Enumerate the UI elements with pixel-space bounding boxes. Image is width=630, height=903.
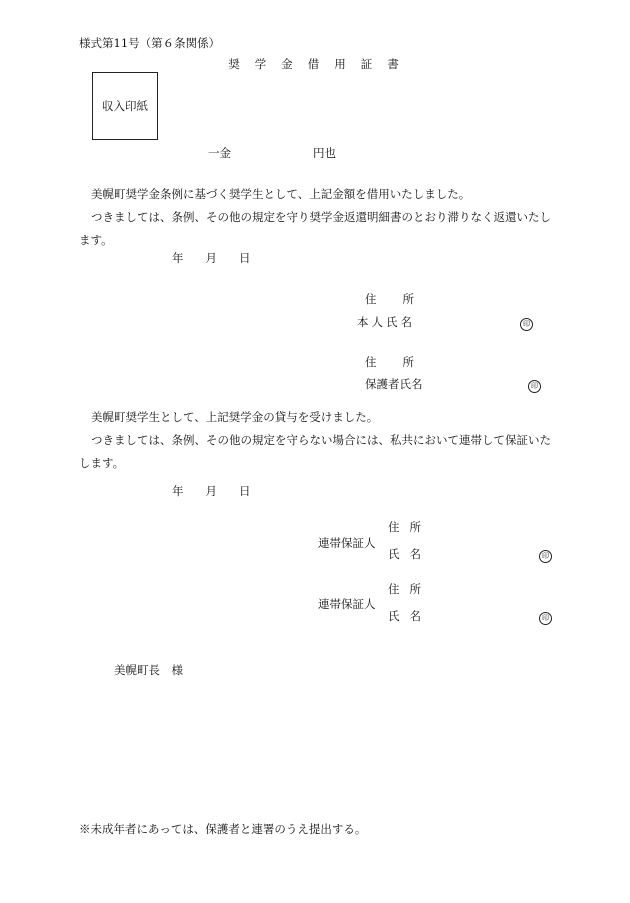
date-month: 月 (205, 484, 217, 498)
guarantor-name-label: 氏名 (388, 609, 431, 623)
borrower-paragraph-1: 美幌町奨学金条例に基づく奨学生として、上記金額を借用いたしました。 (91, 187, 471, 201)
seal-mark: 印 (539, 550, 552, 563)
guardian-name-label: 保護者氏名 (365, 377, 423, 391)
guarantor-role-label: 連帯保証人 (318, 536, 376, 550)
date-day: 日 (239, 251, 251, 265)
guarantor-paragraph-2: つきましては、条例、その他の規定を守らない場合には、私共において連帯して保証いたします。 (79, 433, 551, 470)
guarantor-name-label: 氏名 (388, 547, 431, 561)
borrower-date (172, 252, 251, 266)
date-month: 月 (205, 251, 217, 265)
guarantor-statement (79, 406, 556, 475)
date-year: 年 (172, 484, 184, 498)
date-day: 日 (239, 484, 251, 498)
revenue-stamp-label: 収入印紙 (102, 99, 148, 113)
date-year: 年 (172, 251, 184, 265)
borrower-paragraph-2: つきましては、条例、その他の規定を守り奨学金返還明細書のとおり滞りなく返還いたします。 (79, 210, 551, 247)
guarantor-role-label: 連帯保証人 (318, 597, 376, 611)
seal-mark: 印 (528, 380, 541, 393)
amount-suffix: 円也 (313, 146, 336, 160)
seal-mark: 印 (520, 318, 533, 331)
borrower-name-label: 本人氏名 (357, 315, 415, 329)
amount-prefix: 一金 (208, 146, 231, 160)
guarantor-paragraph-1: 美幌町奨学生として、上記奨学金の貸与を受けました。 (91, 410, 379, 424)
borrower-address-label: 住所 (365, 292, 440, 306)
guardian-seal (528, 378, 541, 393)
seal-mark: 印 (539, 612, 552, 625)
revenue-stamp-box (92, 72, 158, 140)
footnote: ※未成年者にあっては、保護者と連署のうえ提出する。 (79, 822, 367, 836)
guarantor-address-label: 住所 (388, 582, 431, 596)
document-title: 奨学金借用証書 (228, 57, 414, 71)
borrower-seal (520, 316, 533, 331)
guarantor-seal (539, 548, 552, 563)
guardian-address-label: 住所 (365, 355, 440, 369)
borrower-statement (79, 183, 556, 252)
guarantor-date (172, 485, 251, 499)
guarantor-address-label: 住所 (388, 520, 431, 534)
form-number: 様式第11号（第６条関係） (79, 36, 221, 50)
addressee: 美幌町長 様 (114, 663, 183, 677)
guarantor-seal (539, 610, 552, 625)
